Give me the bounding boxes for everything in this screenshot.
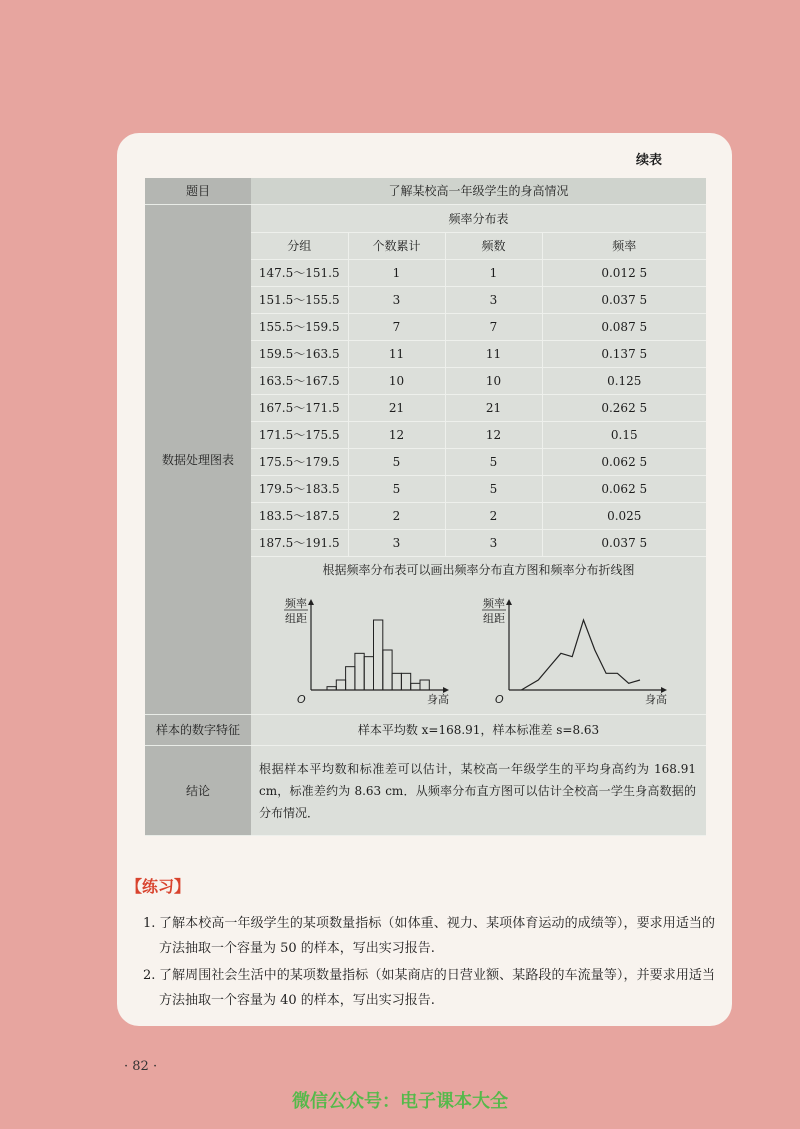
table-cell: 0.125 [542, 367, 706, 394]
histogram-bar [374, 620, 383, 690]
feature-value: 样本平均数 x=168.91，样本标准差 s=8.63 [251, 714, 706, 745]
table-row [251, 448, 706, 475]
exercise-title: 【练习】 [126, 877, 191, 896]
table-cell: 159.5～163.5 [251, 340, 348, 367]
table-cell: 0.037 5 [542, 529, 706, 556]
table-cell: 147.5～151.5 [251, 259, 348, 286]
column-header: 个数累计 [348, 232, 445, 259]
exercise-item [143, 911, 715, 961]
freq-body [251, 259, 706, 556]
topic-value: 了解某校高一年级学生的身高情况 [251, 178, 706, 204]
table-cell: 21 [445, 394, 542, 421]
table-cell: 5 [348, 448, 445, 475]
table-cell: 0.062 5 [542, 475, 706, 502]
charts-area [251, 557, 706, 714]
data-cell [251, 204, 706, 714]
table-cell: 187.5～191.5 [251, 529, 348, 556]
table-cell: 0.262 5 [542, 394, 706, 421]
conclusion-cell [251, 745, 706, 835]
table-cell: 151.5～155.5 [251, 286, 348, 313]
survey-table [145, 178, 706, 836]
table-cell: 171.5～175.5 [251, 421, 348, 448]
table-row [251, 475, 706, 502]
data-label: 数据处理图表 [145, 204, 251, 714]
y-axis-arrow [506, 599, 512, 605]
x-axis-label: 身高 [645, 692, 667, 706]
histogram-bar [392, 673, 401, 690]
table-cell: 0.037 5 [542, 286, 706, 313]
table-cell: 2 [445, 502, 542, 529]
x-axis-label: 身高 [427, 692, 449, 706]
table-cell: 21 [348, 394, 445, 421]
table-cell: 5 [348, 475, 445, 502]
y-axis-arrow [308, 599, 314, 605]
conclusion-text: 根据样本平均数和标准差可以估计，某校高一年级学生的平均身高约为 168.91 cm，标准差约为 8.63 cm．从频率分布直方图可以估计全校高一学生身高数据的分布情况． [259, 762, 696, 820]
exercise-item [143, 963, 715, 1013]
table-cell: 3 [348, 529, 445, 556]
table-cell: 163.5～167.5 [251, 367, 348, 394]
table-cell: 0.087 5 [542, 313, 706, 340]
histogram-bar [401, 673, 410, 690]
continued-label: 续表 [635, 153, 662, 168]
charts-svg [251, 578, 706, 708]
page-number: · 82 · [124, 1059, 158, 1074]
table-cell: 167.5～171.5 [251, 394, 348, 421]
table-row [251, 340, 706, 367]
feature-label: 样本的数字特征 [145, 714, 251, 745]
exercise-number: 1. [143, 916, 156, 931]
table-cell: 179.5～183.5 [251, 475, 348, 502]
table-cell: 5 [445, 448, 542, 475]
frequency-polyline [521, 620, 640, 690]
table-row [251, 367, 706, 394]
table-cell: 2 [348, 502, 445, 529]
histogram-bar [383, 650, 392, 690]
column-header: 频数 [445, 232, 542, 259]
histogram-bar [346, 666, 355, 689]
table-cell: 12 [445, 421, 542, 448]
y-label-denominator: 组距 [285, 611, 307, 625]
frequency-table [251, 205, 706, 557]
table-cell: 175.5～179.5 [251, 448, 348, 475]
table-cell: 183.5～187.5 [251, 502, 348, 529]
histogram-bar [420, 680, 429, 690]
histogram-bar [364, 656, 373, 689]
table-row [251, 259, 706, 286]
table-cell: 11 [348, 340, 445, 367]
freq-header-row [251, 232, 706, 259]
exercise-text: 了解本校高一年级学生的某项数量指标（如体重、视力、某项体育运动的成绩等），要求用适当的方法抽取一个容量为 50 的样本，写出实习报告. [159, 916, 715, 956]
table-cell: 11 [445, 340, 542, 367]
table-row [251, 421, 706, 448]
table-cell: 1 [348, 259, 445, 286]
origin-label: O [495, 692, 504, 706]
table-cell: 0.025 [542, 502, 706, 529]
table-cell: 0.062 5 [542, 448, 706, 475]
y-label-numerator: 频率 [483, 596, 505, 610]
y-label-denominator: 组距 [483, 611, 505, 625]
origin-label: O [297, 692, 306, 706]
exercise-text: 了解周围社会生活中的某项数量指标（如某商店的日营业额、某路段的车流量等），并要求用适当方法抽取一个容量为 40 的样本，写出实习报告. [159, 968, 715, 1008]
table-cell: 3 [445, 286, 542, 313]
footer-watermark: 微信公众号：电子课本大全 [292, 1091, 508, 1112]
table-cell: 0.137 5 [542, 340, 706, 367]
histogram-bar [411, 683, 420, 690]
table-cell: 0.15 [542, 421, 706, 448]
freq-table-title: 频率分布表 [251, 205, 706, 233]
topic-label: 题目 [145, 178, 251, 204]
table-cell: 155.5～159.5 [251, 313, 348, 340]
column-header: 分组 [251, 232, 348, 259]
conclusion-label: 结论 [145, 745, 251, 835]
chart-caption: 根据频率分布表可以画出频率分布直方图和频率分布折线图 [322, 562, 635, 577]
column-header: 频率 [542, 232, 706, 259]
exercise-number: 2. [143, 968, 156, 983]
table-cell: 12 [348, 421, 445, 448]
exercise-list [143, 911, 715, 1015]
histogram-bar [327, 686, 336, 689]
table-row [251, 529, 706, 556]
table-cell: 10 [348, 367, 445, 394]
table-row [251, 286, 706, 313]
table-row [251, 313, 706, 340]
table-row [251, 394, 706, 421]
table-cell: 5 [445, 475, 542, 502]
histogram-bar [336, 680, 345, 690]
table-cell: 7 [348, 313, 445, 340]
table-cell: 3 [348, 286, 445, 313]
table-cell: 10 [445, 367, 542, 394]
histogram-bar [355, 653, 364, 690]
y-label-numerator: 频率 [285, 596, 307, 610]
table-cell: 3 [445, 529, 542, 556]
table-row [251, 502, 706, 529]
table-cell: 0.012 5 [542, 259, 706, 286]
table-cell: 1 [445, 259, 542, 286]
table-cell: 7 [445, 313, 542, 340]
